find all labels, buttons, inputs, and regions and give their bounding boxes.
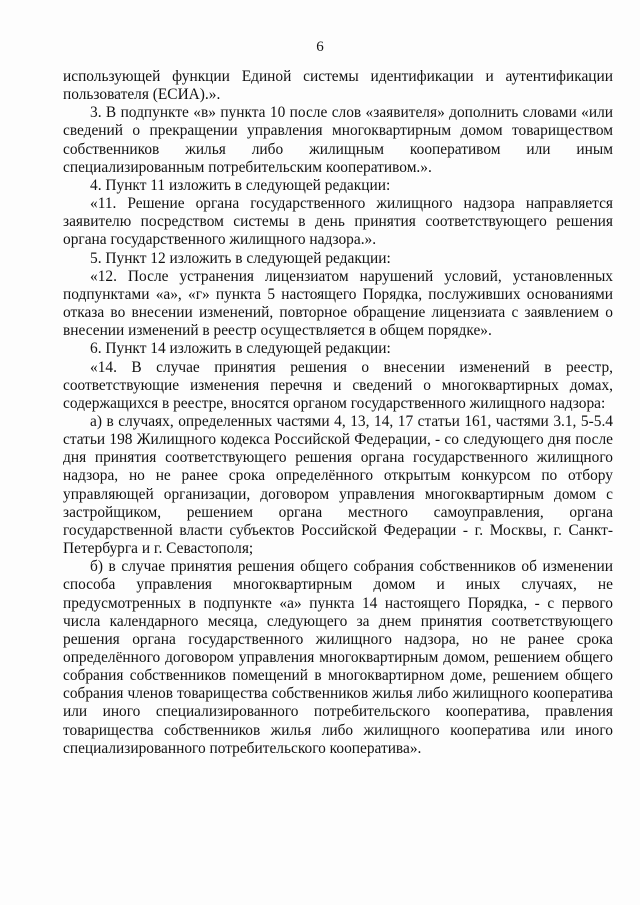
paragraph-esia-continuation: использующей функции Единой системы идентификации и аутентификации пользователя (ЕСИА).».	[63, 68, 613, 104]
paragraph-item-5-text: «12. После устранения лицензиатом нарушений условий, установленных подпунктами «а», «г» пункта 5 настоящего Порядка, послуживших основаниями отказа во внесении изменений, повторное обращение лицензиата с заявлением о внесении изменений в реестр осуществляется в общем порядке».	[63, 267, 613, 340]
paragraph-subitem-a: а) в случаях, определенных частями 4, 13, 14, 17 статьи 161, частями 3.1, 5-5.4 статьи 198 Жилищного кодекса Российской Федерации, - со следующего дня после дня принятия соответствующего решения органа государственного жилищного надзора, но не ранее срока определённого открытым конкурсом по отбору управляющей организации, договором управления многоквартирным домом с застройщиком, решением органа местного самоуправления, органа государственной власти субъектов Российской Федерации - г. Москвы, г. Санкт-Петербурга и г. Севастополя;	[63, 412, 613, 558]
paragraph-subitem-b: б) в случае принятия решения общего собрания собственников об изменении способа управления многоквартирным домом и иных случаях, не предусмотренных в подпункте «а» пункта 14 настоящего Порядка, - с первого числа календарного месяца, следующего за днем принятия соответствующего решения органа государственного жилищного надзора, но не ранее срока определённого договором управления многоквартирным домом, решением общего собрания собственников помещений в многоквартирном доме, решением общего собрания членов товарищества собственников жилья либо жилищного кооператива или иного специализированного потребительского кооператива, правления товарищества собственников жилья либо жилищного кооператива или иного специализированного потребительского кооператива».	[63, 558, 613, 757]
page-number: 6	[316, 39, 324, 55]
paragraph-item-6-heading: 6. Пункт 14 изложить в следующей редакции:	[90, 340, 391, 358]
paragraph-item-3: 3. В подпункте «в» пункта 10 после слов «заявителя» дополнить словами «или сведений о прекращении управления многоквартирным домом товариществом собственников жилья либо жилищным кооперативом или иным специализированным потребительским кооперативом.».	[63, 104, 613, 176]
paragraph-item-6-text: «14. В случае принятия решения о внесении изменений в реестр, соответствующие изменения перечня и сведений о многоквартирных домах, содержащихся в реестре, вносятся органом государственного жилищного надзора:	[63, 358, 613, 412]
paragraph-item-5-heading: 5. Пункт 12 изложить в следующей редакции:	[90, 249, 391, 267]
paragraph-item-4-heading: 4. Пункт 11 изложить в следующей редакции:	[90, 176, 391, 194]
paragraph-item-4-text: «11. Решение органа государственного жилищного надзора направляется заявителю посредством системы в день принятия соответствующего решения органа государственного жилищного надзора.».	[63, 195, 613, 249]
document-body	[63, 68, 613, 758]
